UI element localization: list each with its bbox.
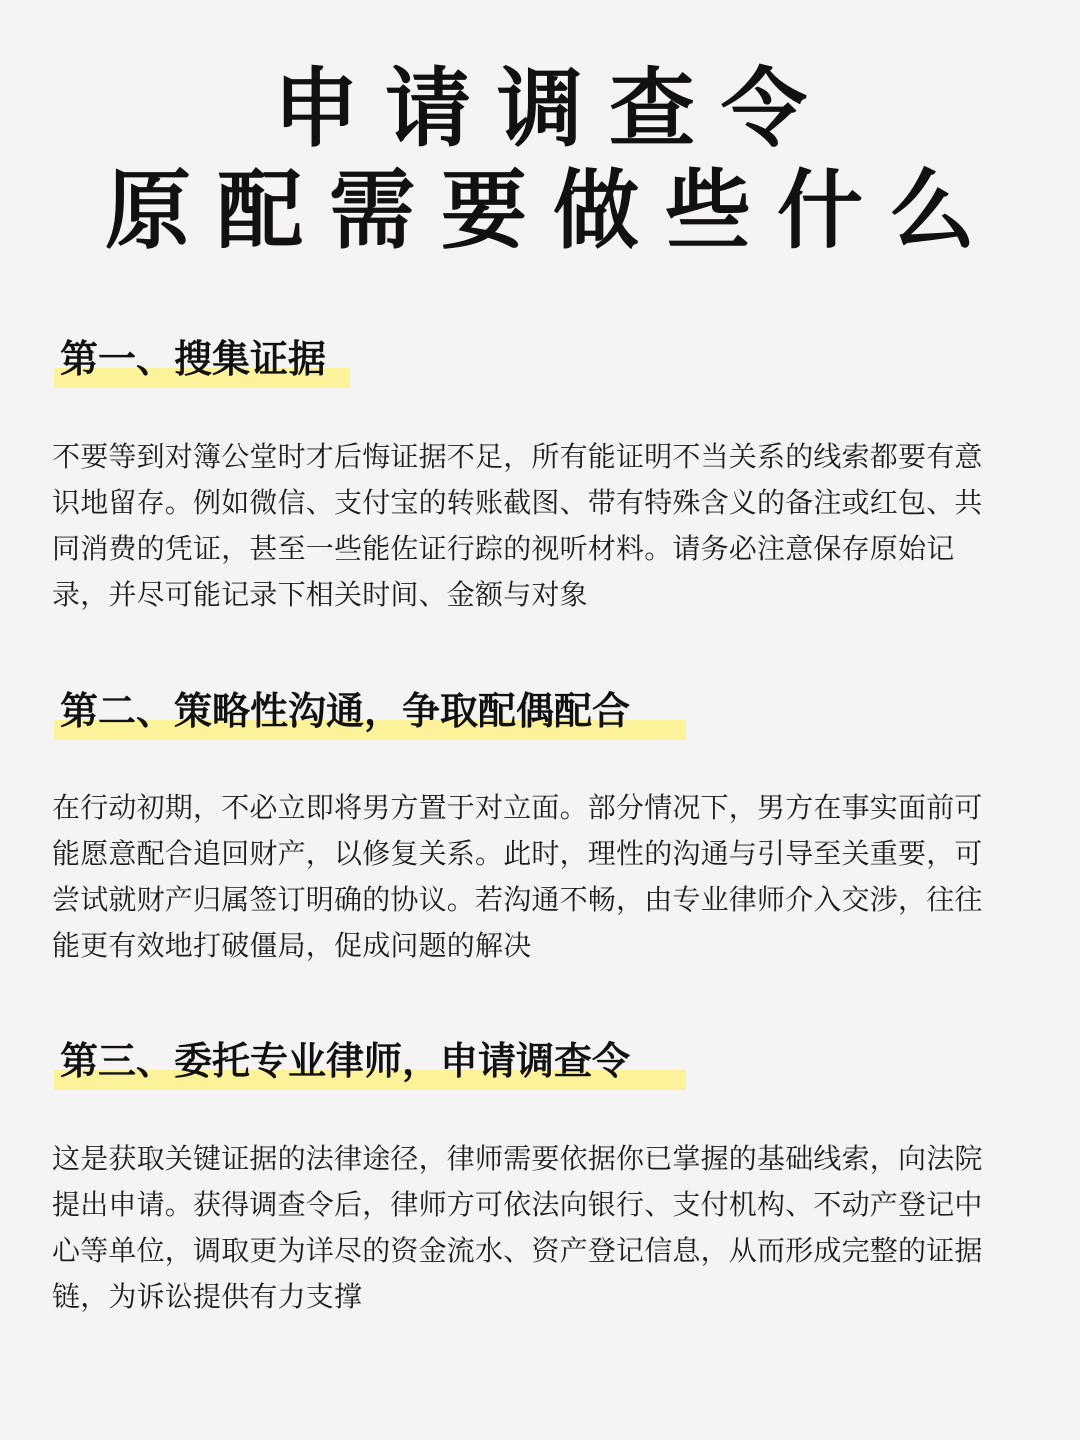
section-3-line: 提出申请。获得调查令后，律师方可依法向银行、支付机构、不动产登记中 [52, 1188, 983, 1221]
section-2-line: 能愿意配合追回财产，以修复关系。此时，理性的沟通与引导至关重要，可 [52, 837, 983, 870]
section-3-heading-text: 第三、委托专业律师，申请调查令 [60, 1038, 631, 1083]
section-1-line: 不要等到对簿公堂时才后悔证据不足，所有能证明不当关系的线索都要有意 [52, 440, 983, 473]
section-2-line: 在行动初期，不必立即将男方置于对立面。部分情况下，男方在事实面前可 [52, 791, 983, 824]
section-2-line: 能更有效地打破僵局，促成问题的解决 [52, 929, 532, 962]
section-1-line: 同消费的凭证，甚至一些能佐证行踪的视听材料。请务必注意保存原始记 [52, 532, 955, 565]
section-3-paragraph [52, 1136, 1032, 1320]
section-1-heading [54, 334, 326, 388]
page-title-line-1: 申请调查令 [273, 58, 833, 159]
section-2-heading-text: 第二、策略性沟通，争取配偶配合 [60, 688, 631, 733]
section-1-heading-text: 第一、搜集证据 [60, 336, 327, 381]
page-title-line-2: 原配需要做些什么 [105, 160, 1001, 261]
section-1-line: 识地留存。例如微信、支付宝的转账截图、带有特殊含义的备注或红包、共 [52, 486, 983, 519]
section-3-line: 这是获取关键证据的法律途径，律师需要依据你已掌握的基础线索，向法院 [52, 1142, 983, 1175]
section-1-line: 录，并尽可能记录下相关时间、金额与对象 [52, 578, 588, 611]
section-2-line: 尝试就财产归属签订明确的协议。若沟通不畅，由专业律师介入交涉，往往 [52, 883, 983, 916]
section-3-heading [54, 1036, 630, 1090]
section-3-line: 心等单位，调取更为详尽的资金流水、资产登记信息，从而形成完整的证据 [52, 1234, 983, 1267]
section-3-line: 链，为诉讼提供有力支撑 [52, 1280, 363, 1313]
section-2-paragraph [52, 785, 1032, 969]
section-1-paragraph [52, 434, 1032, 618]
section-2-heading [54, 686, 630, 740]
